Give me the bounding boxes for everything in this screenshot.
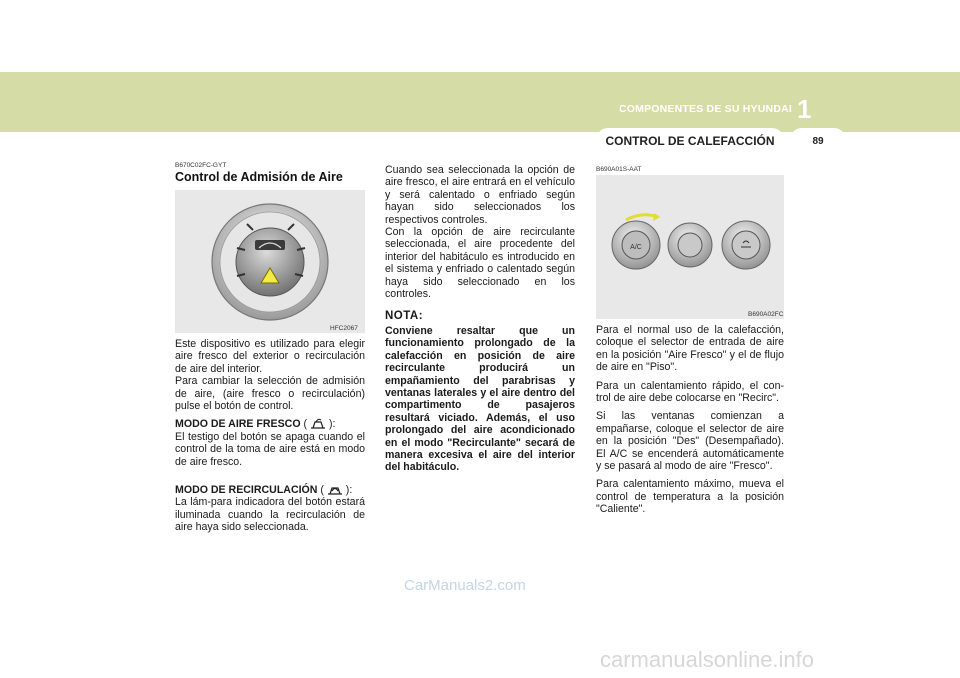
middle-p1: Cuando sea seleccionada la opción de aire fresco, el aire entrará en el vehículo y será calentado o enfriado según hayan sido seleccionados los respectivos controles. (385, 164, 575, 226)
section-title: COMPONENTES DE SU HYUNDAI (618, 103, 792, 115)
fresh-air-icon (310, 418, 326, 429)
intake-control-figure (175, 190, 365, 333)
left-paragraph (175, 375, 365, 412)
left-column-text (175, 338, 365, 540)
section-number: 1 (797, 94, 812, 124)
left-section-title: Control de Admisión de Aire (175, 170, 343, 184)
heater-knobs-illustration (596, 175, 784, 319)
right-p2: Para un calentamiento rápido, el con-trol de aire debe colocarse en "Recirc". (596, 379, 784, 405)
header-band (0, 72, 960, 132)
left-p1: Este dispositivo es utilizado para elegir aire fresco del exterior o recirculación de aire del interior. (175, 338, 365, 375)
right-section-code: B690A01S-AAT (596, 166, 642, 173)
recirc-mode-label: MODO DE RECIRCULACIÓN (175, 484, 318, 497)
recirc-mode-text: La lám-para indicadora del botón estará iluminada cuando la recirculación de aire haya sido seleccionada. (175, 496, 365, 534)
heater-controls-figure (596, 175, 784, 319)
watermark-carmanualsonline[interactable]: carmanualsonline.info (600, 647, 815, 672)
watermark-carmanuals2[interactable]: CarManuals2.com (404, 577, 526, 594)
ac-label: A/C (630, 244, 642, 251)
nota-heading: NOTA: (385, 310, 424, 323)
left-figure-code: HFC2067 (330, 325, 358, 332)
middle-p2: Con la opción de aire recirculante seleccionada, el aire procedente del interior del habitáculo es introducido en el sistema y enfriado o calentado según haya sido seleccionado en los controles. (385, 226, 575, 301)
middle-column-text (385, 164, 575, 480)
page-number: 89 (790, 128, 846, 150)
intake-knob-illustration (175, 190, 365, 333)
right-p1: Para el normal uso de la calefacción, coloque el selector de entrada de aire en la posición "Aire Fresco" y el de flujo de aire en "Piso". (596, 324, 784, 374)
right-figure-code: B690A02FC (748, 311, 784, 318)
chapter-tab: CONTROL DE CALEFACCIÓN (596, 128, 784, 150)
right-p4: Para calentamiento máximo, mueva el control de temperatura a la posición "Caliente". (596, 478, 784, 516)
recirc-mode-paragraph: MODO DE RECIRCULACIÓN ( ): La lám-para indicadora del botón estará iluminada cuando la recirculación de aire haya sido seleccionada. (175, 484, 365, 534)
left-section-code: B670C02FC-GYT (175, 162, 227, 169)
fresh-mode-label: MODO DE AIRE FRESCO (175, 418, 301, 431)
left-p2: Para cambiar la selección de admisión de aire, (aire fresco o recirculación) pulse el botón de control. (175, 375, 365, 413)
recirculation-icon (327, 484, 343, 495)
right-column-text (596, 324, 784, 522)
nota-text: Conviene resaltar que un funcionamiento prolongado de la calefacción en posición de aire recirculante producirá un empañamiento del parabrisas y ventanas laterales y el aire dentro del compartimento de pasajeros resultará viciado. Además, el uso prolongado del aire acondicionado en el modo "Recirculante" secará de manera excesiva el aire del interior del habitáculo. (385, 324, 575, 474)
right-p3: Si las ventanas comienzan a empañarse, coloque el selector de aire en la posición "Des" (Desempañado). El A/C se encenderá automáticamente y se pasará al modo de aire "Fresco". (596, 410, 784, 473)
fresh-mode-text: El testigo del botón se apaga cuando el control de la toma de aire está en modo de aire fresco. (175, 430, 365, 468)
fresh-mode-paragraph: MODO DE AIRE FRESCO ( ): El testigo del botón se apaga cuando el control de la toma de aire está en modo de aire fresco. (175, 418, 365, 468)
left-paragraph (175, 338, 365, 375)
